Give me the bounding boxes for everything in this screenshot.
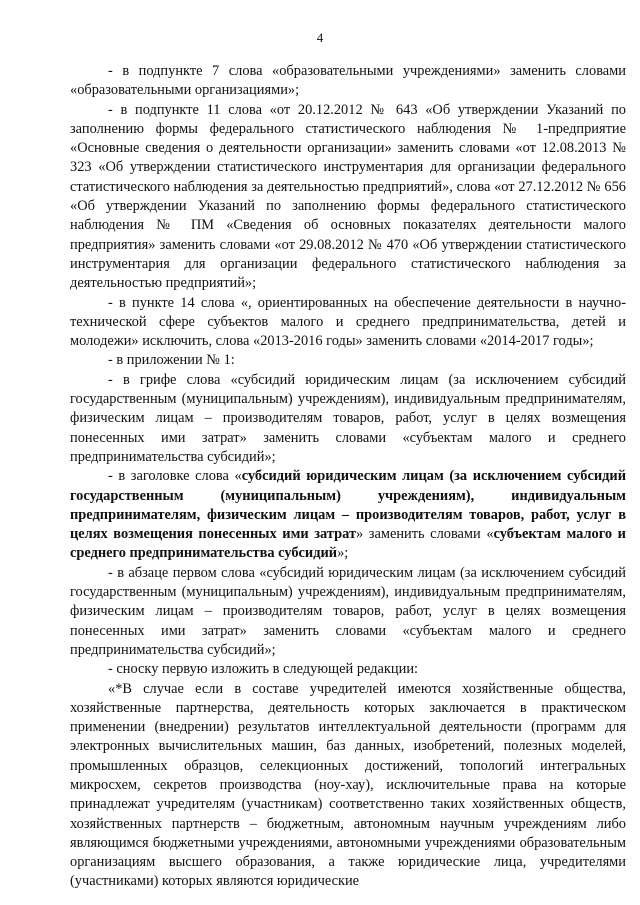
text-segment: - в подпункте 11 слова «от 20.12.2012 № 643 «Об утверждении Указаний по заполнению формы федерального статистического наблюдения № 1-предприятие «Основные сведения о деятельности организации» заменить словами «от 12.08.2013 № 323 «Об утверждении статистического инструментария для организации федерального статистического наблюдения за деятельностью предприятий», слова «от 27.12.2012 № 656 «Об утверждении Указаний по заполнению формы федерального статистического наблюдения № ПМ «Сведения об основных показателях деятельности малого предприятия» заменить словами «от 29.08.2012 № 470 «Об утверждении статистического инструментария для организации федерального статистического наблюдения за деятельностью предприятий»; [70, 101, 626, 292]
paragraph [70, 564, 626, 660]
text-segment: - в грифе слова «субсидий юридическим лицам (за исключением субсидий государственным (муниципальным) учреждениям), индивидуальным предпринимателям, физическим лицам – производителям товаров, работ, услуг в целях возмещения понесенных ими затрат» заменить словами «субъектам малого и среднего предпринимательства субсидий»; [70, 371, 626, 465]
paragraph [70, 680, 626, 892]
paragraph [70, 660, 626, 679]
paragraph [70, 62, 626, 101]
text-segment: » заменить словами « [356, 526, 494, 543]
text-segment: - в абзаце первом слова «субсидий юридическим лицам (за исключением субсидий государственным (муниципальным) учреждениям), индивидуальным предпринимателям, физическим лицам – производителям товаров, работ, услуг в целях возмещения понесенных ими затрат» заменить словами «субъектам малого и среднего предпринимательства субсидий»; [70, 564, 626, 658]
paragraph [70, 371, 626, 467]
document-body [70, 62, 626, 892]
bold-text-segment: субъектам малого и среднего предпринимательства субсидий [70, 526, 626, 562]
text-segment: - сноску первую изложить в следующей редакции: [108, 661, 419, 678]
page-number: 4 [316, 30, 324, 45]
paragraph [70, 467, 626, 563]
paragraph [70, 351, 626, 370]
text-segment: «*В случае если в составе учредителей имеются хозяйственные общества, хозяйственные партнерства, деятельность которых заключается в практическом применении (внедрении) результатов интеллектуальной деятельности (программ для электронных вычислительных машин, баз данных, изобретений, полезных моделей, промышленных образцов, селекционных достижений, топологий интегральных микросхем, секретов производства (ноу-хау), исключительные права на которые принадлежат учредителям (участникам) соответственно таких хозяйственных обществ, хозяйственных партнерств – бюджетным, автономным научным учреждениям либо являющимся бюджетными учреждениями, автономными учреждениями образовательным организациям высшего образования, а также юридические лица, учредителями (участниками) которых являются юридические [70, 680, 626, 890]
paragraph [70, 294, 626, 352]
bold-text-segment: субсидий юридическим лицам (за исключением субсидий государственным (муниципальным) учреждениям), индивидуальным предпринимателям, физическим лицам – производителям товаров, работ, услуг в целях возмещения понесенных ими затрат [70, 468, 626, 543]
text-segment: - в приложении № 1: [108, 352, 235, 369]
text-segment: »; [337, 545, 349, 562]
paragraph [70, 101, 626, 294]
text-segment: - в пункте 14 слова «, ориентированных на обеспечение деятельности в научно-технической сфере субъектов малого и среднего предпринимательства, детей и молодежи» исключить, слова «2013-2016 годы» заменить словами «2014-2017 годы»; [70, 294, 626, 350]
text-segment: - в заголовке слова « [108, 468, 242, 485]
text-segment: - в подпункте 7 слова «образовательными учреждениями» заменить словами «образовательными организациями»; [70, 63, 626, 99]
